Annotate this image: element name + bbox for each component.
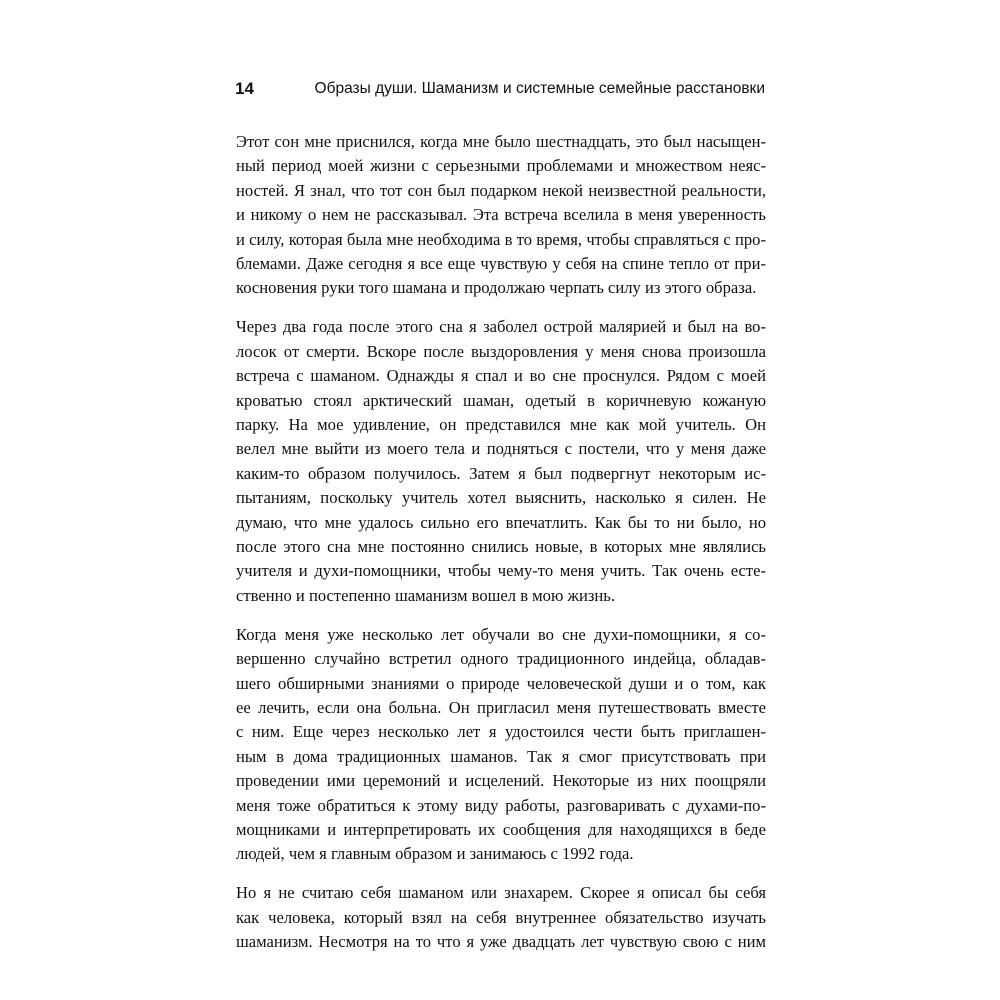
text-line: ным в дома традиционных шаманов. Так я смог присутствовать при — [236, 746, 766, 766]
running-title: Образы души. Шаманизм и системные семейные расстановки — [314, 80, 765, 97]
text-line: шего обширными знаниями о природе человеческой души и о том, как — [236, 673, 766, 693]
text-line: косновения руки того шамана и продолжаю черпать силу из этого образа. — [236, 278, 757, 298]
text-line: людей, чем я главным образом и занимаюсь с 1992 года. — [236, 844, 634, 864]
text-line: шаманизм. Несмотря на то что я уже двадцать лет чувствую свою с ним — [236, 932, 766, 952]
page-number: 14 — [235, 79, 254, 98]
text-line: проведении ими церемоний и исцелений. Некоторые из них поощряли — [236, 771, 766, 791]
paragraph — [236, 130, 766, 301]
text-line: учителя и духи-помощники, чтобы чему-то меня учить. Так очень есте- — [236, 561, 766, 581]
page-header — [235, 76, 765, 102]
text-line: лосок от смерти. Вскоре после выздоровления у меня снова произошла — [236, 341, 766, 361]
text-line: с ним. Еще через несколько лет я удостоился чести быть приглашен- — [236, 722, 766, 742]
text-line: Через два года после этого сна я заболел острой малярией и был на во- — [236, 317, 766, 337]
text-line: вершенно случайно встретил одного традиционного индейца, обладав- — [236, 649, 766, 669]
text-line: ный период моей жизни с серьезными проблемами и множеством неяс- — [236, 156, 766, 176]
text-line: Но я не считаю себя шаманом или знахарем. Скорее я описал бы себя — [236, 883, 766, 903]
paragraph — [236, 881, 766, 954]
text-line: встреча с шаманом. Однажды я спал и во сне проснулся. Рядом с моей — [236, 366, 766, 386]
text-line: меня тоже обратиться к этому виду работы, разговаривать с духами-по- — [236, 795, 766, 815]
text-line: ственно и постепенно шаманизм вошел в мою жизнь. — [236, 585, 616, 605]
text-line: кроватью стоял арктический шаман, одетый в коричневую кожаную — [236, 390, 766, 410]
text-line: велел мне выйти из моего тела и подняться с постели, что у меня даже — [236, 439, 766, 459]
text-line: пытаниям, поскольку учитель хотел выяснить, насколько я силен. Не — [236, 488, 766, 508]
text-line: блемами. Даже сегодня я все еще чувствую у себя на спине тепло от при- — [236, 254, 766, 274]
text-line: и никому о нем не рассказывал. Эта встреча вселила в меня уверенность — [236, 205, 766, 225]
text-line: думаю, что мне удалось сильно его впечатлить. Как бы то ни было, но — [236, 512, 766, 532]
text-line: и силу, которая была мне необходима в то время, чтобы справляться с про- — [236, 229, 766, 249]
paragraph — [236, 315, 766, 608]
text-line: Когда меня уже несколько лет обучали во сне духи-помощники, я со- — [236, 624, 766, 644]
paragraph — [236, 623, 766, 867]
text-line: Этот сон мне приснился, когда мне было шестнадцать, это был насыщен- — [236, 132, 766, 151]
text-line: ностей. Я знал, что тот сон был подарком некой неизвестной реальности, — [236, 180, 766, 200]
text-line: как человека, который взял на себя внутреннее обязательство изучать — [236, 907, 766, 927]
text-line: каким-то образом получилось. Затем я был подвергнут некоторым ис- — [236, 463, 766, 483]
text-line: после этого сна мне постоянно снились новые, в которых мне являлись — [236, 537, 766, 556]
text-line: мощниками и интерпретировать их сообщения для находящихся в беде — [236, 819, 766, 839]
text-line: ее лечить, если она больна. Он пригласил меня путешествовать вместе — [236, 697, 766, 717]
body-text — [236, 130, 766, 969]
text-line: парку. На мое удивление, он представился мне как мой учитель. Он — [236, 414, 766, 434]
